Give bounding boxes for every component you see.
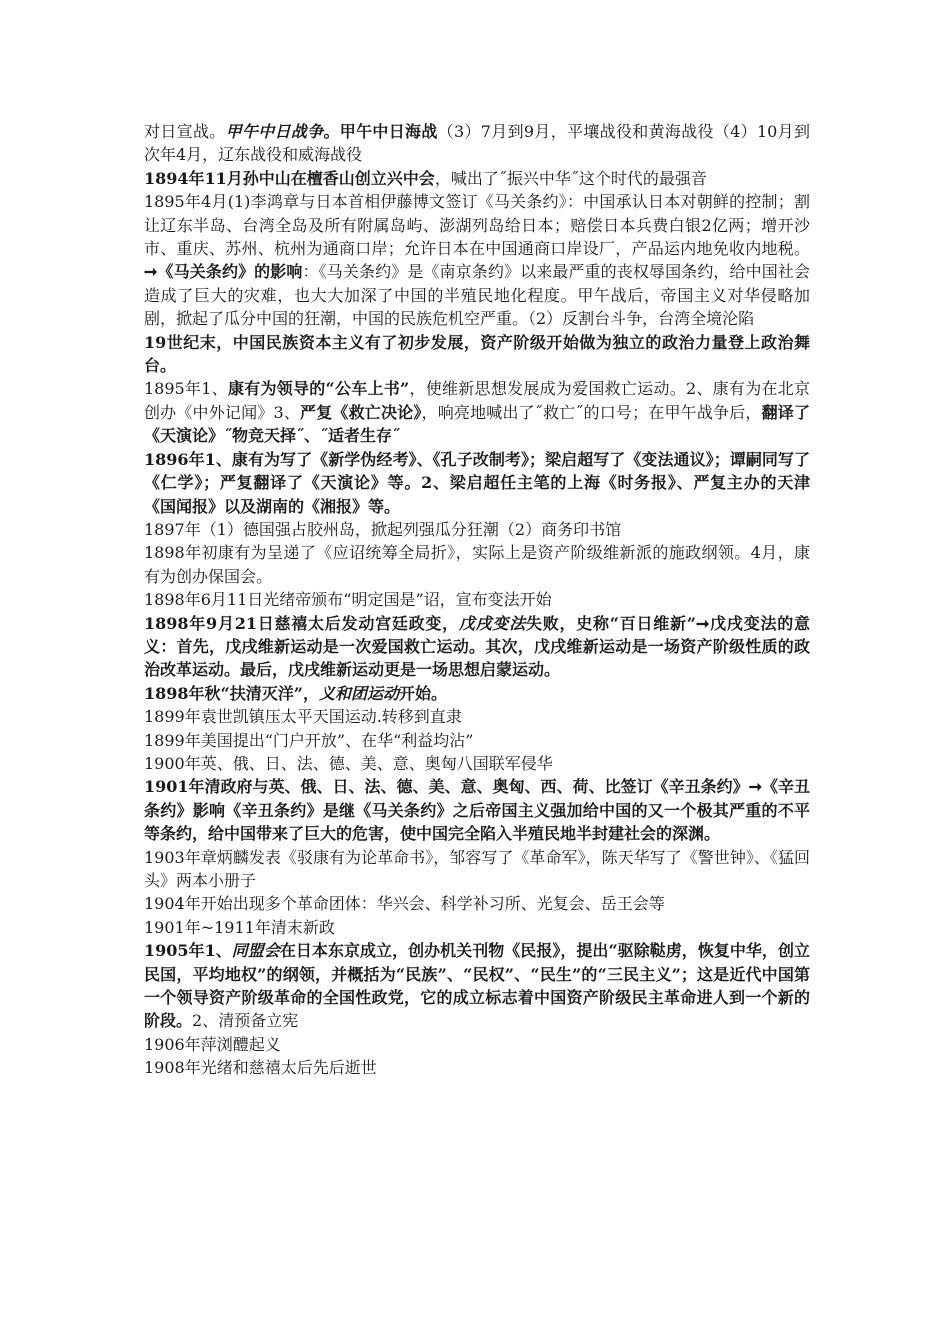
text-run: 1899年美国提出“门户开放”、在华“利益均沾” (144, 730, 474, 750)
text-run: 对日宣战。 (144, 122, 226, 141)
para-1898-early (144, 541, 810, 588)
text-run: 在日本东京成立，创办机关刊物《民报》，提出“驱除鞑虏，恢复中华，创立民国，平均地权”的纲领，并概括为“民族”、“民权”、“民生”的“三民主义”；这是近代中国第一个领导资产阶级革命的全国性政党，它的成立标志着中国资产阶级民主革命进人到一个新的阶段。 (144, 941, 810, 1031)
para-1895-treaty (144, 190, 810, 330)
para-1900 (144, 752, 810, 775)
para-1903 (144, 846, 810, 893)
text-run: 甲午中日战争 (225, 122, 324, 141)
para-1904 (144, 892, 810, 915)
text-run: 1898年秋“扶清灭洋”， (144, 683, 319, 703)
text-run: 1900年英、俄、日、法、德、美、意、奥匈八国联军侵华 (144, 753, 553, 773)
text-run: 1901年~1911年清末新政 (144, 917, 335, 937)
text-run: 19世纪末，中国民族资本主义有了初步发展，资产阶级开始做为独立的政治力量登上政治舞台。 (144, 332, 810, 376)
text-run: 1895年1、 (144, 379, 228, 399)
text-run: ，响亮地喊出了˝救亡˝的口号；在甲午战争后， (421, 402, 762, 422)
para-1901-1911 (144, 916, 810, 939)
text-run: 开始。 (398, 683, 447, 703)
para-1897 (144, 518, 810, 541)
text-run: 1901年清政府与英、俄、日、法、德、美、意、奥匈、西、荷、比签订《辛丑条约》➞《辛丑条约》影响《辛丑条约》是继《马关条约》之后帝国主义强加给中国的又一个极其严重的不平等条约，给中国带来了巨大的危害，使中国完全陷入半殖民地半封建社会的深渊。 (144, 777, 810, 844)
para-1899-usa (144, 729, 810, 752)
text-run: 。甲午中日海战 (323, 122, 438, 141)
para-1895-reform (144, 377, 810, 447)
text-run: 1895年4月(1)李鸿章与日本首相伊藤博文签订《马关条约》：中国承认日本对朝鲜的控制；割让辽东半岛、台湾全岛及所有附属岛屿、澎湖列岛给日本；赔偿日本兵费白银2亿两；增开沙市、重庆、苏州、杭州为通商口岸；允许日本在中国通商口岸设厂，产品运内地免收内地税。 (144, 192, 810, 259)
para-19th-century (144, 331, 810, 378)
para-1898-september (144, 612, 810, 682)
text-run: （3）7月到9月，平壤战役和黄海战役（4）10月到次年4月，辽东战役和威海战役 (144, 122, 810, 165)
text-run: 同盟会 (231, 941, 280, 961)
text-run: 翻译了《天演论》˝物竞天择˝、˝适者生存˝ (144, 402, 810, 446)
text-run: 失败，史称“百日维新”➞戊戌变法的意义：首先，戊戌维新运动是一次爱国救亡运动。其次，戊戌维新运动是一场资产阶级性质的政治改革运动。最后，戊戌维新运动更是一场思想启蒙运动。 (144, 613, 810, 680)
text-run: ：《马关条约》是《南京条约》以来最严重的丧权辱国条约，给中国社会造成了巨大的灾难，也大大加深了中国的半殖民地化程度。甲午战后，帝国主义对华侵略加剧，掀起了瓜分中国的狂潮，中国的民族危机空严重。（2）反割台斗争，台湾全境沦陷 (144, 262, 810, 329)
text-run: 1904年开始出现多个革命团体：华兴会、科学补习所、光复会、岳王会等 (144, 894, 665, 914)
text-run: 1906年萍浏醴起义 (144, 1034, 281, 1054)
text-run: 戊戌变法 (458, 613, 526, 633)
para-1896 (144, 448, 810, 518)
para-1898-june (144, 588, 810, 611)
para-1905 (144, 939, 810, 1033)
text-run: 1898年初康有为呈递了《应诏统筹全局折》，实际上是资产阶级维新派的施政纲领。4月，康有为创办保国会。 (144, 543, 810, 586)
para-1901-treaty (144, 775, 810, 845)
text-run: 1903年章炳麟发表《驳康有为论革命书》，邹容写了《革命军》，陈天华写了《警世钟》、《猛回头》两本小册子 (144, 847, 810, 890)
text-run: ，喊出了˝振兴中华˝这个时代的最强音 (434, 168, 707, 188)
text-run: 1897年（1）德国强占胶州岛，掀起列强瓜分狂潮（2）商务印书馆 (144, 519, 622, 539)
text-run: 严复《救亡决论》 (300, 402, 422, 422)
para-1908 (144, 1056, 810, 1079)
para-1906 (144, 1033, 810, 1056)
text-run: ，使维新思想发展成为爱国救亡运动。2、康有为在北京创办《中外记闻》3、 (144, 379, 810, 422)
document-body (144, 120, 810, 1080)
text-run: 1908年光绪和慈禧太后先后逝世 (144, 1058, 377, 1078)
text-run: 1898年6月11日光绪帝颁布“明定国是”诏，宣布变法开始 (144, 590, 552, 610)
para-sino-japanese-war (144, 120, 810, 167)
text-run: 义和团运动 (318, 683, 399, 703)
text-run: 1898年9月21日慈禧太后发动宫廷政变， (144, 613, 459, 633)
text-run: 1899年袁世凯镇压太平天国运动.转移到直隶 (144, 707, 462, 727)
para-1898-autumn (144, 682, 810, 705)
text-run: 康有为领导的“公车上书” (227, 379, 410, 399)
text-run: ➞《马关条约》的影响 (144, 262, 303, 282)
text-run: 2、清预备立宪 (192, 1011, 299, 1031)
para-1899-yuan (144, 705, 810, 728)
text-run: 1894年11月孙中山在檀香山创立兴中会 (144, 168, 435, 188)
text-run: 1905年1、 (144, 941, 232, 961)
para-1894 (144, 167, 810, 190)
text-run: 1896年1、康有为写了《新学伪经考》、《孔子改制考》；梁启超写了《变法通议》；谭嗣同写了《仁学》；严复翻译了《天演论》等。2、梁启超任主笔的上海《时务报》、严复主办的天津《国闻报》以及湖南的《湘报》等。 (144, 449, 810, 516)
